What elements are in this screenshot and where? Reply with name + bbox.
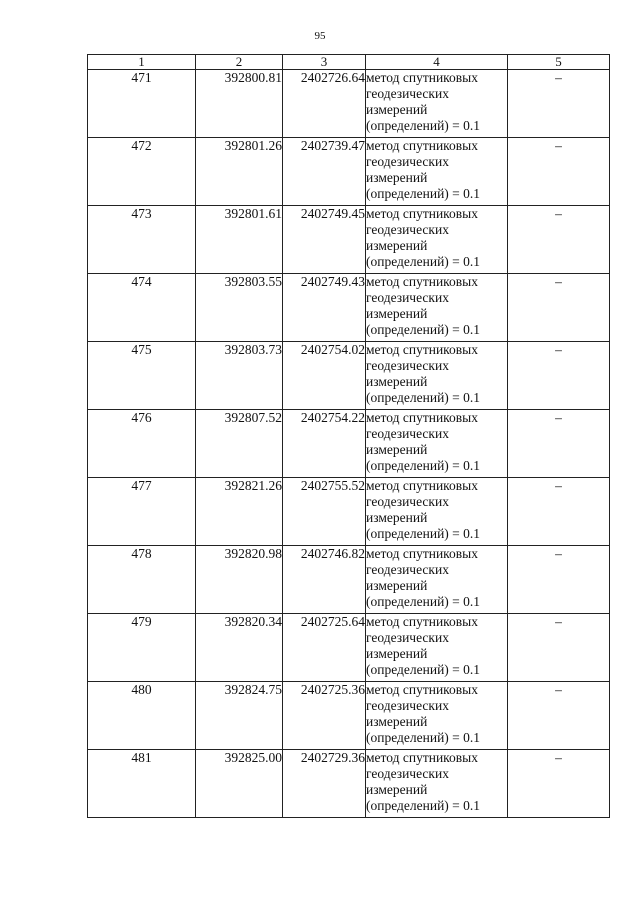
description-cell: – [508,274,610,342]
method-cell [366,206,508,274]
method-line: метод спутниковых [366,546,478,561]
coord-x: 392825.00 [196,750,283,818]
method-line: (определений) = 0.1 [366,730,481,745]
method-line: геодезических [366,494,449,509]
table-row [88,614,610,682]
coord-x: 392824.75 [196,682,283,750]
method-line: метод спутниковых [366,138,478,153]
description-cell: – [508,750,610,818]
table-row [88,342,610,410]
method-line: метод спутниковых [366,342,478,357]
method-line: (определений) = 0.1 [366,662,481,677]
coord-x: 392801.26 [196,138,283,206]
method-line: (определений) = 0.1 [366,798,481,813]
coord-y: 2402755.52 [283,478,366,546]
method-line: измерений [366,442,428,457]
point-number: 479 [88,614,196,682]
coord-y: 2402739.47 [283,138,366,206]
method-line: геодезических [366,426,449,441]
point-number: 473 [88,206,196,274]
table-row [88,546,610,614]
method-cell [366,750,508,818]
method-line: (определений) = 0.1 [366,254,481,269]
method-cell [366,342,508,410]
method-line: измерений [366,646,428,661]
point-number: 481 [88,750,196,818]
table-row [88,138,610,206]
coord-x: 392800.81 [196,70,283,138]
table-row [88,274,610,342]
method-line: измерений [366,714,428,729]
method-line: геодезических [366,358,449,373]
method-line: (определений) = 0.1 [366,458,481,473]
method-line: метод спутниковых [366,410,478,425]
page-number: 95 [314,30,326,42]
coord-x: 392803.73 [196,342,283,410]
coord-y: 2402725.36 [283,682,366,750]
method-cell [366,274,508,342]
header-col-1: 1 [88,55,196,70]
method-line: (определений) = 0.1 [366,594,481,609]
point-number: 480 [88,682,196,750]
method-line: измерений [366,510,428,525]
description-cell: – [508,206,610,274]
point-number: 477 [88,478,196,546]
method-line: геодезических [366,630,449,645]
point-number: 474 [88,274,196,342]
header-col-5: 5 [508,55,610,70]
table-row [88,750,610,818]
method-line: геодезических [366,154,449,169]
header-col-3: 3 [283,55,366,70]
description-cell: – [508,546,610,614]
method-line: (определений) = 0.1 [366,118,481,133]
coord-y: 2402725.64 [283,614,366,682]
method-line: метод спутниковых [366,206,478,221]
method-cell [366,138,508,206]
coord-x: 392801.61 [196,206,283,274]
point-number: 471 [88,70,196,138]
method-line: геодезических [366,766,449,781]
table-row [88,206,610,274]
method-line: (определений) = 0.1 [366,322,481,337]
coord-y: 2402749.45 [283,206,366,274]
method-line: геодезических [366,290,449,305]
coord-y: 2402746.82 [283,546,366,614]
table-row [88,70,610,138]
method-line: метод спутниковых [366,478,478,493]
method-line: измерений [366,374,428,389]
method-cell [366,546,508,614]
table-row [88,478,610,546]
coord-x: 392820.34 [196,614,283,682]
method-line: (определений) = 0.1 [366,390,481,405]
table-header-row [88,55,610,70]
coord-y: 2402754.22 [283,410,366,478]
coord-x: 392821.26 [196,478,283,546]
point-number: 472 [88,138,196,206]
method-line: измерений [366,578,428,593]
coord-x: 392807.52 [196,410,283,478]
method-line: метод спутниковых [366,274,478,289]
method-line: измерений [366,782,428,797]
method-line: метод спутниковых [366,682,478,697]
method-line: метод спутниковых [366,614,478,629]
description-cell: – [508,342,610,410]
method-line: измерений [366,170,428,185]
method-line: геодезических [366,698,449,713]
method-cell [366,70,508,138]
table-row [88,682,610,750]
coord-y: 2402749.43 [283,274,366,342]
description-cell: – [508,478,610,546]
method-cell [366,478,508,546]
header-col-4: 4 [366,55,508,70]
point-number: 476 [88,410,196,478]
method-line: геодезических [366,562,449,577]
coord-y: 2402729.36 [283,750,366,818]
method-line: (определений) = 0.1 [366,186,481,201]
method-line: геодезических [366,222,449,237]
header-col-2: 2 [196,55,283,70]
description-cell: – [508,682,610,750]
point-number: 478 [88,546,196,614]
method-line: метод спутниковых [366,750,478,765]
coord-x: 392820.98 [196,546,283,614]
method-cell [366,682,508,750]
description-cell: – [508,138,610,206]
coord-x: 392803.55 [196,274,283,342]
description-cell: – [508,410,610,478]
coord-y: 2402754.02 [283,342,366,410]
method-line: измерений [366,306,428,321]
method-cell [366,410,508,478]
method-line: метод спутниковых [366,70,478,85]
table-row [88,410,610,478]
method-cell [366,614,508,682]
method-line: измерений [366,102,428,117]
coordinates-table [87,54,610,818]
method-line: измерений [366,238,428,253]
point-number: 475 [88,342,196,410]
description-cell: – [508,70,610,138]
description-cell: – [508,614,610,682]
method-line: геодезических [366,86,449,101]
coord-y: 2402726.64 [283,70,366,138]
method-line: (определений) = 0.1 [366,526,481,541]
